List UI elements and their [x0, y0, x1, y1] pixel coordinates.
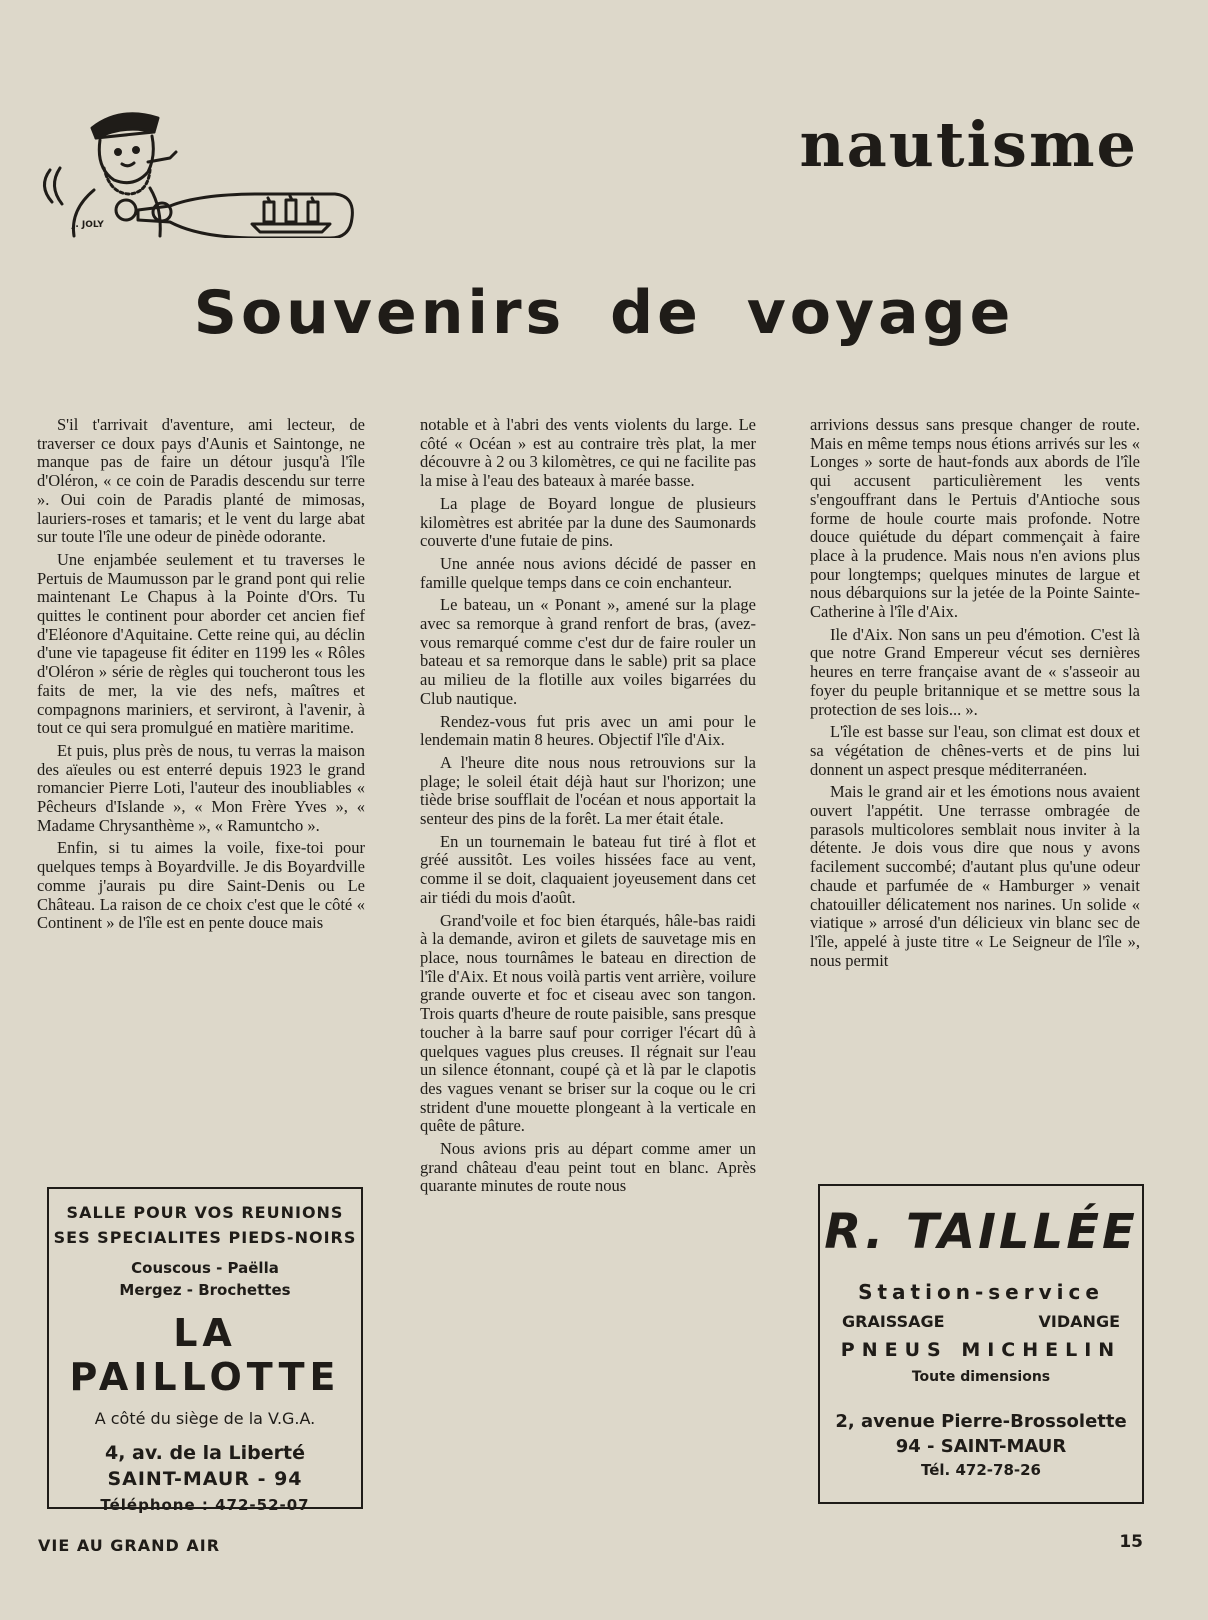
- ad-city: SAINT-MAUR - 94: [107, 1468, 303, 1490]
- section-title: nautisme: [799, 108, 1138, 181]
- paragraph: Nous avions pris au départ comme amer un grand château d'eau peint tout en blanc. Après quarante minutes de route nous: [420, 1139, 756, 1196]
- paragraph: A l'heure dite nous nous retrouvions sur la plage; le soleil était déjà haut sur l'horizon; une tiède brise soufflait de l'océan et nous apportait la senteur des pins de la forêt. La mer était étale.: [420, 752, 756, 829]
- article-column-3: [810, 416, 1140, 974]
- page-number: 15: [1119, 1532, 1143, 1552]
- advertisement-r-taillee: [818, 1184, 1144, 1504]
- ad-line: Toute dimensions: [911, 1369, 1051, 1385]
- ad-line: SALLE POUR VOS REUNIONS: [66, 1203, 344, 1222]
- sailor-with-ship-in-bottle-drawing: [30, 98, 370, 238]
- ad-services-row: [820, 1312, 1142, 1331]
- paragraph: notable et à l'abri des vents violents du large. Le côté « Océan » est au contraire très plat, la mer découvre à 2 ou 3 kilomètres, ce qui ne facilite pas la mise à l'eau des bateaux à marée basse.: [420, 415, 756, 491]
- article-column-2: [420, 416, 756, 1200]
- paragraph: Ile d'Aix. Non sans un peu d'émotion. C'est là que notre Grand Empereur vécut ses dernières heures en terre française avant de « s'asseoir au foyer du peuple britannique et se mettre sous la protection de ses lois... ».: [810, 624, 1140, 719]
- paragraph: Rendez-vous fut pris avec un ami pour le lendemain matin 8 heures. Objectif l'île d'Aix.: [420, 711, 756, 750]
- paragraph: Grand'voile et foc bien étarqués, hâle-bas raidi à la demande, aviron et gilets de sauvetage mis en place, nous tournâmes le bateau en direction de l'île d'Aix. Et nous voilà partis vent arrière, voilure grande ouverte et foc et ciseau avec son tangon. Trois quarts d'heure de route paisible, sans presque toucher à la barre sauf pour corriger l'écart dû à quelques vagues plus creuses. Il régnait sur l'eau un silence étonnant, coupé çà et là par le clapotis des vagues venant se briser sur la coque ou le cri strident d'une mouette plongeant à la verticale en quête de pâture.: [420, 910, 756, 1136]
- ad-line: SES SPECIALITES PIEDS-NOIRS: [53, 1228, 357, 1247]
- paragraph: En un tournemain le bateau fut tiré à flot et gréé aussitôt. Les voiles hissées face au vent, comme il se doit, claquaient joyeusement dans cet air tiédi du mois d'août.: [420, 831, 756, 907]
- ad-phone: Tél. 472-78-26: [921, 1461, 1041, 1479]
- article-column-1: [37, 416, 365, 937]
- ad-city: 94 - SAINT-MAUR: [895, 1436, 1067, 1457]
- ad-note: A côté du siège de la V.G.A.: [94, 1409, 316, 1428]
- paragraph: La plage de Boyard longue de plusieurs kilomètres est abritée par la dune des Saumonards couverte d'une futaie de pins.: [420, 493, 756, 551]
- illustrator-signature: J. JOLY: [72, 220, 104, 230]
- advertisement-la-paillotte: [47, 1187, 363, 1514]
- ad-brand: R. TAILLÉE: [824, 1204, 1138, 1260]
- paragraph: S'il t'arrivait d'aventure, ami lecteur, de traverser ce doux pays d'Aunis et Saintonge, ne manque pas de faire un détour jusqu'à l'île d'Oléron, « ce coin de Paradis descendu sur terre ». Oui coin de Paradis planté de mimosas, lauriers-roses et tamaris; et le vent du large abat sur toute l'île une odeur de pinède odorante.: [37, 415, 365, 547]
- paragraph: Le bateau, un « Ponant », amené sur la plage avec sa remorque à grand renfort de bras, (avez-vous remarqué comme c'est dur de faire rouler un bateau et sa remorque dans le sable) prit sa place au milieu de la flotille aux voiles bigarrées du Club nautique.: [420, 595, 756, 708]
- paragraph: Enfin, si tu aimes la voile, fixe-toi pour quelques temps à Boyardville. Je dis Boyardville comme j'aurais pu dire Saint-Denis ou Le Château. La raison de ce choix c'est que le côté « Continent » de l'île est en pente douce mais: [37, 838, 365, 933]
- ad-service: GRAISSAGE: [842, 1312, 945, 1331]
- paragraph: Une année nous avions décidé de passer en famille quelque temps dans ce coin enchanteur.: [420, 553, 756, 592]
- ad-line: Couscous - Paëlla: [131, 1259, 279, 1277]
- sailor-bottle-illustration: [30, 98, 370, 238]
- ad-brand: LA PAILLOTTE: [69, 1311, 341, 1399]
- paragraph: Mais le grand air et les émotions nous avaient ouvert l'appétit. Une terrasse ombragée de parasols multicolores semblait nous inviter à la détente. Je dois vous dire que nous y avons facilement succombé; d'autant plus qu'une odeur chaude et parfumée de « Hamburger » venait chatouiller délicatement nos narines. Un solide « viatique » arrosé d'un délicieux vin blanc sec de l'île, appelé à juste titre « Le Seigneur de l'île », nous permit: [810, 782, 1140, 970]
- ad-line: Station-service: [858, 1280, 1104, 1304]
- ad-line: Mergez - Brochettes: [119, 1281, 291, 1299]
- publication-name: VIE AU GRAND AIR: [38, 1536, 221, 1555]
- ad-phone: Téléphone : 472-52-07: [100, 1496, 310, 1514]
- paragraph: Une enjambée seulement et tu traverses le Pertuis de Maumusson par le grand pont qui relie maintenant Le Chapus à la Pointe d'Ors. Tu quittes le continent pour aborder cet ancien fief d'Eléonore d'Aquitaine. Cette reine qui, au déclin d'une vie tapageuse fit éditer en 1199 les « Rôles d'Oléron » série de règles qui toucheront tous les faits de mer, la vie des nefs, maîtres et compagnons mariniers, et serviront, à l'avenir, à tout ce qui sera promulgué en matière maritime.: [37, 549, 365, 738]
- article-headline: Souvenirs de voyage: [193, 278, 1015, 348]
- paragraph: arrivions dessus sans presque changer de route. Mais en même temps nous étions arrivés sur les « Longes » sorte de haut-fonds aux abords de l'île qui accusent particulièrement les vents s'engouffrant dans le Pertuis d'Antioche sous forme de houle courte mais profonde. Notre douce quiétude du départ commençait à faire place à la prudence. Mais nous n'en avions plus pour longtemps; quelques minutes de largue et nous débarquions sur la jetée de la Pointe Sainte-Catherine à l'île d'Aix.: [810, 415, 1140, 622]
- ad-address: 2, avenue Pierre-Brossolette: [835, 1411, 1127, 1432]
- ad-service: VIDANGE: [1038, 1312, 1120, 1331]
- paragraph: L'île est basse sur l'eau, son climat est doux et sa végétation de chênes-verts et de pins lui donnent un aspect presque méditerranéen.: [810, 722, 1140, 779]
- paragraph: Et puis, plus près de nous, tu verras la maison des aïeules ou est enterré depuis 1923 le grand romancier Pierre Loti, l'auteur des inoubliables « Pêcheurs d'Islande », « Mon Frère Yves », « Madame Chrysanthème », « Ramuntcho ».: [37, 740, 365, 835]
- ad-line: PNEUS MICHELIN: [840, 1339, 1122, 1361]
- ad-address: 4, av. de la Liberté: [104, 1442, 306, 1464]
